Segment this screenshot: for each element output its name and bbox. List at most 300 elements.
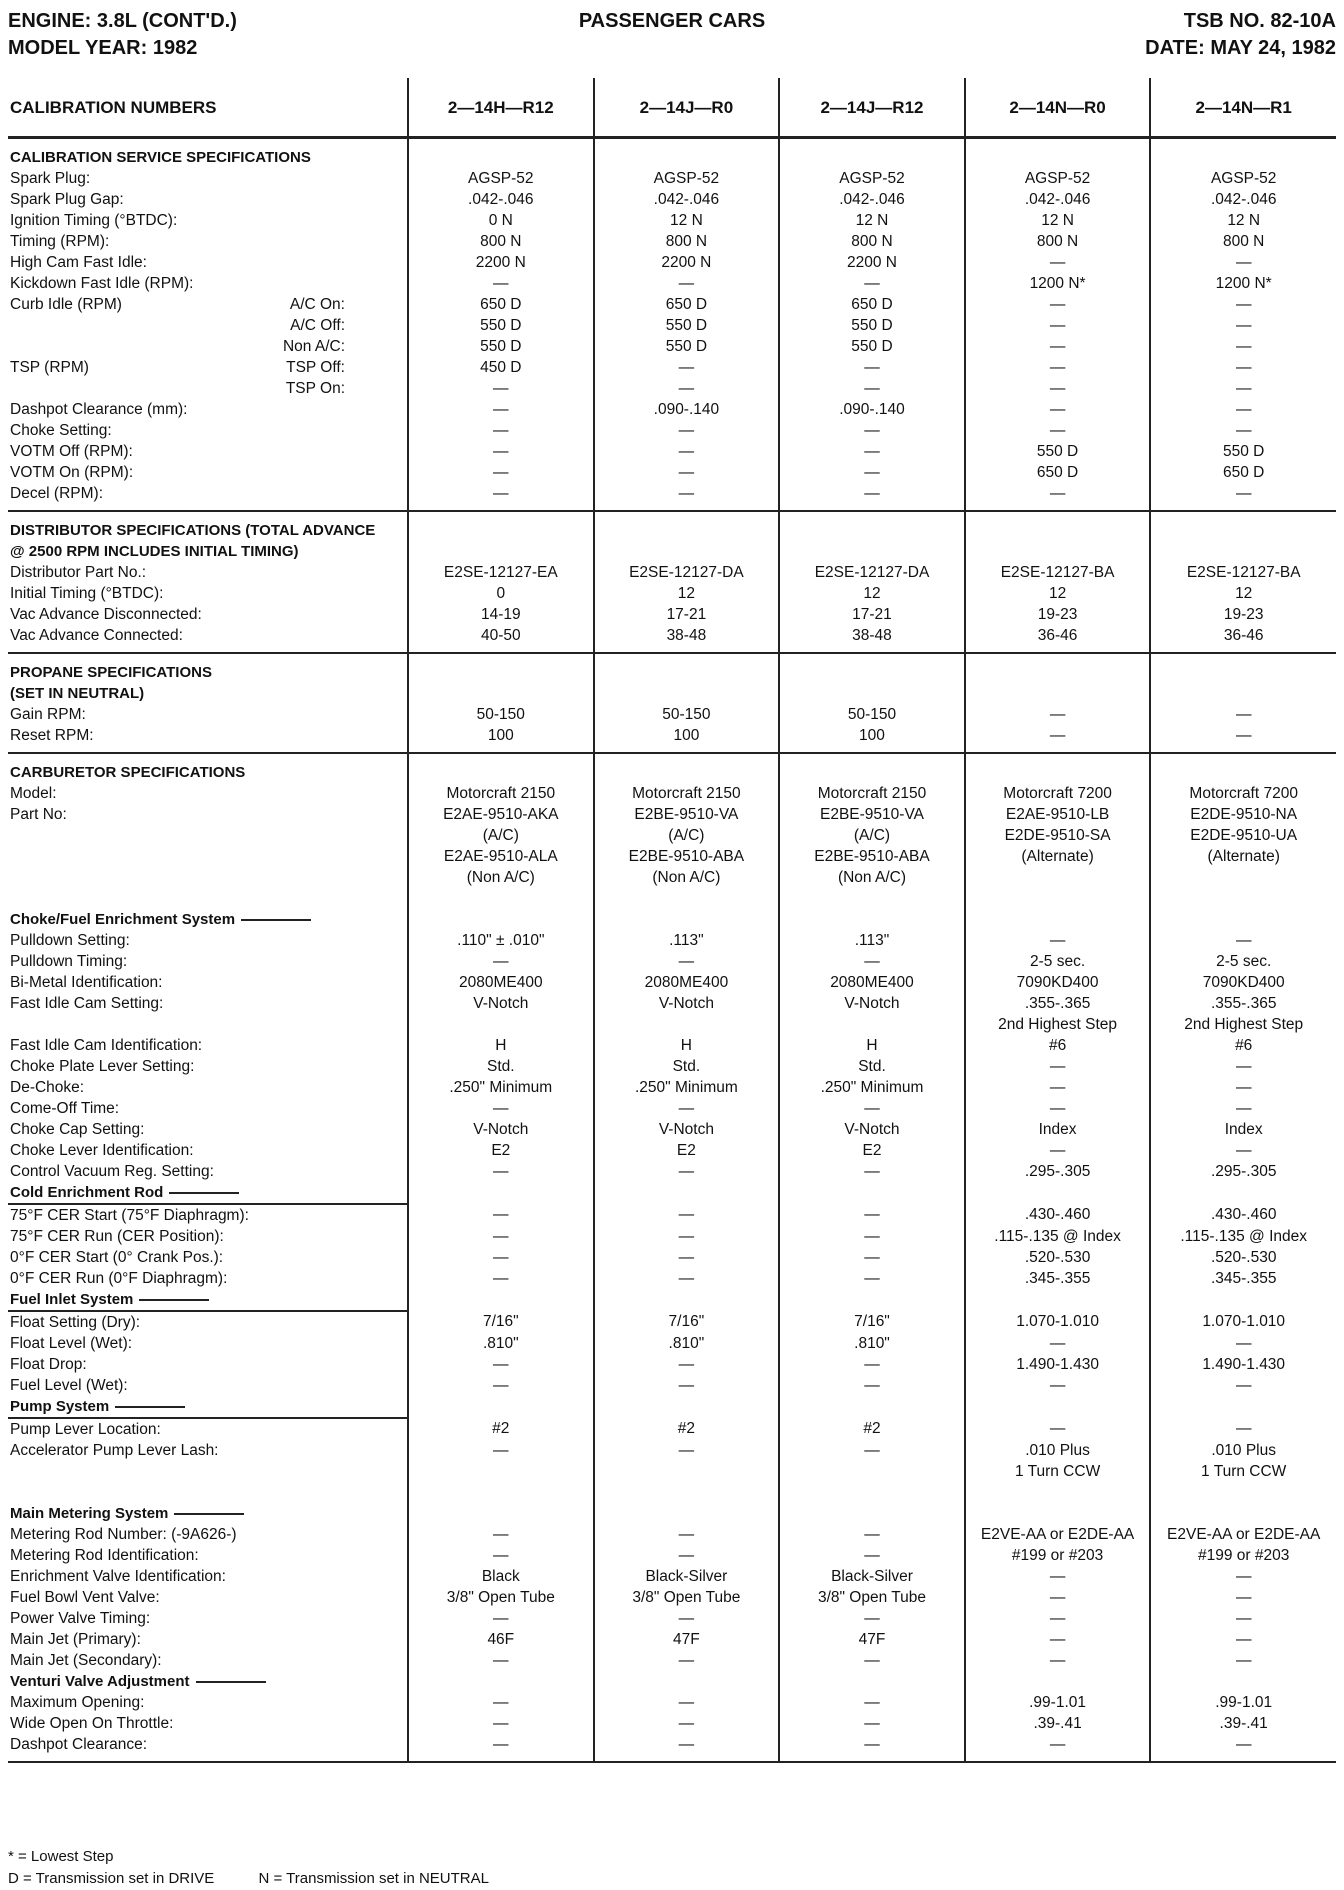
- table-cell: 800 N: [779, 231, 965, 252]
- row-label: [8, 1354, 408, 1375]
- table-cell: .39-.41: [1150, 1713, 1336, 1734]
- table-row: [8, 683, 1336, 704]
- spec-label: [10, 168, 407, 189]
- label-text: DISTRIBUTOR SPECIFICATIONS (TOTAL ADVANCE: [10, 522, 376, 539]
- table-cell: .345-.355: [965, 1268, 1151, 1289]
- table-cell: [779, 1461, 965, 1482]
- table-cell: 7/16": [408, 1311, 594, 1333]
- table-cell: [1150, 1503, 1336, 1524]
- table-cell: [408, 1182, 594, 1204]
- spec-label: [10, 1440, 407, 1461]
- table-cell: (A/C): [408, 825, 594, 846]
- table-cell: —: [965, 1418, 1151, 1440]
- table-cell: [779, 138, 965, 169]
- table-row: [8, 1650, 1336, 1671]
- table-cell: [594, 1014, 780, 1035]
- table-cell: .345-.355: [1150, 1268, 1336, 1289]
- table-cell: —: [408, 1713, 594, 1734]
- table-cell: —: [779, 1354, 965, 1375]
- table-cell: —: [594, 1375, 780, 1396]
- table-cell: —: [1150, 1056, 1336, 1077]
- table-cell: —: [594, 1204, 780, 1226]
- table-cell: —: [965, 1375, 1151, 1396]
- table-cell: 12 N: [594, 210, 780, 231]
- spec-label: [10, 1629, 407, 1650]
- table-row: [8, 993, 1336, 1014]
- row-label: [8, 930, 408, 951]
- table-cell: Motorcraft 2150: [408, 783, 594, 804]
- table-row: [8, 1566, 1336, 1587]
- row-label: [8, 825, 408, 846]
- table-cell: 47F: [779, 1629, 965, 1650]
- table-cell: [965, 653, 1151, 683]
- table-cell: —: [965, 315, 1151, 336]
- table-cell: —: [594, 1354, 780, 1375]
- table-cell: —: [1150, 1333, 1336, 1354]
- table-cell: 3/8" Open Tube: [779, 1587, 965, 1608]
- row-label: [8, 1524, 408, 1545]
- row-label: [8, 138, 408, 169]
- label-text: Pump Lever Location:: [10, 1421, 161, 1438]
- row-label: [8, 541, 408, 562]
- row-label: [8, 1204, 408, 1226]
- spec-label: [10, 725, 407, 746]
- label-text: Fuel Inlet System: [10, 1291, 134, 1308]
- table-cell: 550 D: [779, 336, 965, 357]
- table-cell: Std.: [779, 1056, 965, 1077]
- table-cell: 19-23: [1150, 604, 1336, 625]
- table-cell: [408, 138, 594, 169]
- label-text: Choke Setting:: [10, 422, 112, 439]
- table-row: [8, 1482, 1336, 1503]
- table-cell: [408, 653, 594, 683]
- table-cell: 550 D: [594, 336, 780, 357]
- table-cell: 1200 N*: [965, 273, 1151, 294]
- table-cell: 800 N: [1150, 231, 1336, 252]
- table-cell: —: [779, 1545, 965, 1566]
- table-cell: #2: [594, 1418, 780, 1440]
- table-cell: [594, 1289, 780, 1311]
- table-row: [8, 1375, 1336, 1396]
- table-cell: Black: [408, 1566, 594, 1587]
- table-cell: [1150, 1289, 1336, 1311]
- spec-label: [10, 189, 407, 210]
- group-heading: [10, 1182, 407, 1203]
- table-cell: —: [408, 462, 594, 483]
- table-cell: .113": [779, 930, 965, 951]
- table-cell: —: [965, 252, 1151, 273]
- table-row: [8, 168, 1336, 189]
- table-cell: 7090KD400: [1150, 972, 1336, 993]
- spec-label: [10, 441, 407, 462]
- spec-label: [10, 1056, 407, 1077]
- table-cell: 38-48: [594, 625, 780, 653]
- label-text: Float Setting (Dry):: [10, 1314, 141, 1331]
- label-text: Reset RPM:: [10, 727, 94, 744]
- table-cell: —: [408, 273, 594, 294]
- table-cell: —: [594, 273, 780, 294]
- row-label: [8, 1333, 408, 1354]
- table-cell: [408, 1396, 594, 1418]
- table-cell: Index: [1150, 1119, 1336, 1140]
- row-label: [8, 583, 408, 604]
- table-cell: [779, 1503, 965, 1524]
- label-text: 0°F CER Start (0° Crank Pos.):: [10, 1249, 224, 1266]
- table-row: [8, 357, 1336, 378]
- table-cell: —: [594, 1734, 780, 1762]
- table-cell: 1 Turn CCW: [1150, 1461, 1336, 1482]
- spec-label: [10, 1312, 407, 1333]
- label-text: Distributor Part No.:: [10, 564, 147, 581]
- table-cell: .115-.135 @ Index: [965, 1226, 1151, 1247]
- spec-label: [10, 993, 407, 1014]
- table-cell: Motorcraft 7200: [1150, 783, 1336, 804]
- row-label: [8, 704, 408, 725]
- table-cell: #6: [1150, 1035, 1336, 1056]
- table-cell: —: [408, 1608, 594, 1629]
- table-cell: [779, 511, 965, 541]
- table-cell: E2AE-9510-LB: [965, 804, 1151, 825]
- group-heading: [10, 1671, 407, 1692]
- spec-label: [10, 1587, 407, 1608]
- table-cell: —: [1150, 483, 1336, 511]
- row-label: [8, 804, 408, 825]
- table-cell: [408, 753, 594, 783]
- table-row: [8, 625, 1336, 653]
- label-text: Decel (RPM):: [10, 485, 104, 502]
- table-cell: 2-5 sec.: [965, 951, 1151, 972]
- row-label: [8, 231, 408, 252]
- label-text: VOTM On (RPM):: [10, 464, 134, 481]
- table-cell: [408, 1671, 594, 1692]
- table-cell: [965, 888, 1151, 909]
- spec-label: [10, 357, 407, 378]
- table-cell: AGSP-52: [779, 168, 965, 189]
- table-cell: 14-19: [408, 604, 594, 625]
- table-cell: —: [779, 1608, 965, 1629]
- row-label: [8, 1289, 408, 1311]
- table-cell: 7090KD400: [965, 972, 1151, 993]
- table-cell: #2: [408, 1418, 594, 1440]
- spec-label: [10, 294, 407, 315]
- table-cell: [594, 653, 780, 683]
- table-cell: —: [594, 1226, 780, 1247]
- section-title: [10, 662, 407, 683]
- table-cell: —: [965, 357, 1151, 378]
- label-text: CARBURETOR SPECIFICATIONS: [10, 764, 246, 781]
- table-row: [8, 888, 1336, 909]
- table-cell: .250" Minimum: [408, 1077, 594, 1098]
- table-row: [8, 399, 1336, 420]
- table-row: [8, 1268, 1336, 1289]
- table-cell: —: [779, 1247, 965, 1268]
- table-cell: 2nd Highest Step: [965, 1014, 1151, 1035]
- table-cell: V-Notch: [594, 993, 780, 1014]
- table-cell: [594, 683, 780, 704]
- table-cell: —: [779, 1650, 965, 1671]
- group-rule: [241, 919, 311, 921]
- spec-label: [10, 1524, 407, 1545]
- row-label: [8, 168, 408, 189]
- table-cell: 17-21: [779, 604, 965, 625]
- row-label: [8, 462, 408, 483]
- label-text: Maximum Opening:: [10, 1694, 145, 1711]
- label-text: Metering Rod Number: (-9A626-): [10, 1526, 237, 1543]
- table-row: [8, 1161, 1336, 1182]
- table-row: [8, 1440, 1336, 1461]
- table-row: [8, 1734, 1336, 1762]
- table-cell: [965, 541, 1151, 562]
- row-label: [8, 993, 408, 1014]
- header-right: [1145, 8, 1336, 62]
- engine-label: ENGINE: 3.8L (CONT'D.): [8, 10, 237, 32]
- table-cell: Std.: [594, 1056, 780, 1077]
- group-heading: [10, 909, 407, 930]
- table-cell: 650 D: [1150, 462, 1336, 483]
- table-cell: —: [965, 704, 1151, 725]
- table-cell: 7/16": [779, 1311, 965, 1333]
- table-cell: Index: [965, 1119, 1151, 1140]
- spec-label: [10, 1650, 407, 1671]
- table-cell: 0 N: [408, 210, 594, 231]
- table-cell: [779, 1671, 965, 1692]
- table-cell: 1200 N*: [1150, 273, 1336, 294]
- spec-label: [10, 252, 407, 273]
- table-cell: 800 N: [965, 231, 1151, 252]
- row-label: [8, 1608, 408, 1629]
- table-cell: —: [408, 378, 594, 399]
- table-cell: —: [594, 1268, 780, 1289]
- label-text: Float Drop:: [10, 1356, 87, 1373]
- table-cell: [779, 1014, 965, 1035]
- table-cell: —: [779, 420, 965, 441]
- table-cell: 19-23: [965, 604, 1151, 625]
- table-cell: 12: [594, 583, 780, 604]
- table-cell: [408, 1461, 594, 1482]
- spec-label: [10, 1268, 407, 1289]
- table-cell: Black-Silver: [779, 1566, 965, 1587]
- table-row: [8, 231, 1336, 252]
- table-cell: —: [408, 1692, 594, 1713]
- calibration-numbers-header: CALIBRATION NUMBERS: [8, 78, 408, 138]
- spec-label: [10, 1161, 407, 1182]
- spec-label: [10, 1333, 407, 1354]
- sub-label: TSP Off:: [286, 359, 345, 376]
- sub-label: Non A/C:: [282, 338, 345, 355]
- table-row: [8, 951, 1336, 972]
- spec-label: [10, 562, 407, 583]
- table-cell: 550 D: [408, 336, 594, 357]
- table-cell: .010 Plus: [1150, 1440, 1336, 1461]
- table-cell: —: [408, 1247, 594, 1268]
- row-label: [8, 1461, 408, 1482]
- table-cell: —: [594, 1713, 780, 1734]
- row-label: [8, 653, 408, 683]
- table-row: [8, 1418, 1336, 1440]
- table-cell: —: [965, 1077, 1151, 1098]
- table-cell: —: [408, 1545, 594, 1566]
- table-cell: —: [779, 1524, 965, 1545]
- table-cell: 2080ME400: [594, 972, 780, 993]
- table-cell: [594, 888, 780, 909]
- table-row: [8, 252, 1336, 273]
- spec-label: [10, 804, 407, 825]
- table-cell: —: [594, 483, 780, 511]
- label-text: Choke Lever Identification:: [10, 1142, 194, 1159]
- table-row: [8, 846, 1336, 867]
- table-cell: —: [779, 273, 965, 294]
- label-text: Metering Rod Identification:: [10, 1547, 199, 1564]
- row-label: [8, 1077, 408, 1098]
- table-cell: AGSP-52: [408, 168, 594, 189]
- table-row: [8, 1396, 1336, 1418]
- spec-label: [10, 273, 407, 294]
- table-cell: —: [408, 1268, 594, 1289]
- spec-label: [10, 1140, 407, 1161]
- table-cell: .39-.41: [965, 1713, 1151, 1734]
- table-cell: —: [965, 1608, 1151, 1629]
- row-label: [8, 1418, 408, 1440]
- table-cell: E2AE-9510-ALA: [408, 846, 594, 867]
- row-label: [8, 1713, 408, 1734]
- row-label: [8, 1692, 408, 1713]
- table-cell: H: [594, 1035, 780, 1056]
- table-cell: —: [779, 357, 965, 378]
- table-cell: [594, 511, 780, 541]
- table-cell: [408, 1503, 594, 1524]
- label-text: VOTM Off (RPM):: [10, 443, 133, 460]
- table-cell: E2SE-12127-DA: [779, 562, 965, 583]
- table-row: [8, 1524, 1336, 1545]
- table-cell: [1150, 1671, 1336, 1692]
- table-cell: —: [1150, 1077, 1336, 1098]
- table-cell: [965, 753, 1151, 783]
- table-cell: 650 D: [594, 294, 780, 315]
- legend: [8, 1846, 529, 1890]
- table-cell: —: [779, 1734, 965, 1762]
- table-cell: —: [594, 1650, 780, 1671]
- table-cell: E2BE-9510-ABA: [594, 846, 780, 867]
- table-row: [8, 1247, 1336, 1268]
- table-cell: (Alternate): [965, 846, 1151, 867]
- spec-label: [10, 1119, 407, 1140]
- table-cell: —: [1150, 420, 1336, 441]
- row-label: [8, 511, 408, 541]
- table-cell: [594, 1482, 780, 1503]
- table-cell: .115-.135 @ Index: [1150, 1226, 1336, 1247]
- label-text: PROPANE SPECIFICATIONS: [10, 664, 212, 681]
- table-cell: —: [965, 1734, 1151, 1762]
- table-cell: .250" Minimum: [779, 1077, 965, 1098]
- spec-label: [10, 604, 407, 625]
- row-label: [8, 783, 408, 804]
- table-cell: E2AE-9510-AKA: [408, 804, 594, 825]
- table-cell: .520-.530: [965, 1247, 1151, 1268]
- table-cell: Motorcraft 2150: [779, 783, 965, 804]
- table-cell: [965, 1289, 1151, 1311]
- group-rule: [174, 1513, 244, 1515]
- table-cell: [594, 1461, 780, 1482]
- table-cell: —: [594, 1545, 780, 1566]
- table-cell: 12: [779, 583, 965, 604]
- table-row: [8, 867, 1336, 888]
- table-cell: —: [965, 1629, 1151, 1650]
- table-cell: [779, 653, 965, 683]
- table-row: [8, 294, 1336, 315]
- table-cell: .99-1.01: [965, 1692, 1151, 1713]
- table-cell: —: [594, 1524, 780, 1545]
- table-cell: [779, 541, 965, 562]
- table-cell: —: [594, 1098, 780, 1119]
- table-cell: —: [1150, 1566, 1336, 1587]
- label-text: Power Valve Timing:: [10, 1610, 151, 1627]
- table-cell: —: [594, 420, 780, 441]
- table-cell: H: [779, 1035, 965, 1056]
- table-cell: V-Notch: [408, 1119, 594, 1140]
- table-cell: E2: [594, 1140, 780, 1161]
- table-row: [8, 315, 1336, 336]
- table-row: [8, 1354, 1336, 1375]
- table-cell: [779, 1396, 965, 1418]
- spec-label: [10, 231, 407, 252]
- table-cell: .810": [594, 1333, 780, 1354]
- table-cell: [965, 867, 1151, 888]
- spec-label: [10, 583, 407, 604]
- table-cell: —: [1150, 930, 1336, 951]
- row-label: [8, 378, 408, 399]
- spec-label: [10, 1566, 407, 1587]
- row-label: [8, 315, 408, 336]
- table-cell: .110" ± .010": [408, 930, 594, 951]
- table-cell: 100: [594, 725, 780, 753]
- table-cell: —: [965, 1056, 1151, 1077]
- table-cell: [1150, 541, 1336, 562]
- table-cell: [1150, 888, 1336, 909]
- label-text: Cold Enrichment Rod: [10, 1184, 164, 1201]
- label-text: Choke/Fuel Enrichment System: [10, 911, 236, 928]
- spec-label: [10, 888, 407, 909]
- table-cell: V-Notch: [594, 1119, 780, 1140]
- table-cell: Std.: [408, 1056, 594, 1077]
- spec-label: [10, 1608, 407, 1629]
- table-cell: E2SE-12127-BA: [965, 562, 1151, 583]
- table-row: [8, 138, 1336, 169]
- table-cell: [779, 1182, 965, 1204]
- table-row: [8, 336, 1336, 357]
- label-text: High Cam Fast Idle:: [10, 254, 147, 271]
- table-cell: V-Notch: [779, 1119, 965, 1140]
- label-text: Main Metering System: [10, 1505, 169, 1522]
- table-row: [8, 1461, 1336, 1482]
- table-cell: —: [965, 1140, 1151, 1161]
- table-row: [8, 1119, 1336, 1140]
- table-cell: E2BE-9510-ABA: [779, 846, 965, 867]
- spec-label: [10, 704, 407, 725]
- row-label: [8, 888, 408, 909]
- table-cell: —: [779, 1692, 965, 1713]
- label-text: Wide Open On Throttle:: [10, 1715, 174, 1732]
- table-cell: —: [779, 1161, 965, 1182]
- table-cell: [594, 1671, 780, 1692]
- spec-label: [10, 625, 407, 646]
- table-row: [8, 653, 1336, 683]
- table-cell: —: [1150, 399, 1336, 420]
- table-row: [8, 804, 1336, 825]
- row-label: [8, 1734, 408, 1762]
- table-cell: [1150, 511, 1336, 541]
- label-text: Fast Idle Cam Setting:: [10, 995, 164, 1012]
- table-cell: .042-.046: [779, 189, 965, 210]
